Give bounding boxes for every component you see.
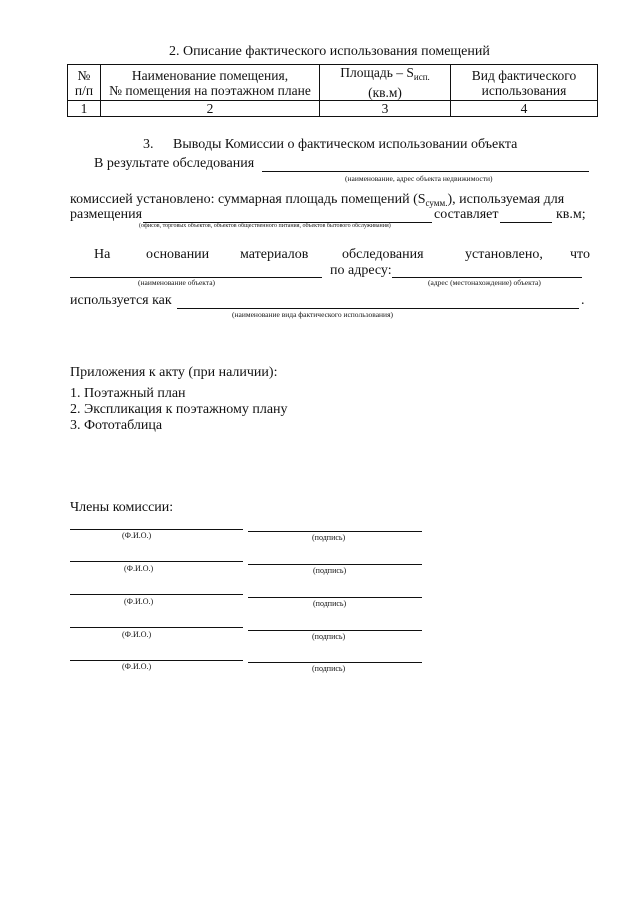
- table-cell: 4: [451, 101, 598, 117]
- member-fio-line[interactable]: [70, 660, 243, 661]
- table-cell: 1: [68, 101, 101, 117]
- member-sign-line[interactable]: [248, 662, 422, 663]
- member-fio-line[interactable]: [70, 627, 243, 628]
- address-label: по адресу:: [330, 263, 392, 278]
- member-sign-line[interactable]: [248, 531, 422, 532]
- header-number: [68, 65, 101, 101]
- member-fio-caption: (Ф.И.О.): [122, 662, 152, 671]
- object-caption: (наименование объекта): [138, 278, 216, 287]
- used-as-line[interactable]: [177, 308, 579, 309]
- member-fio-line[interactable]: [70, 529, 243, 530]
- header-area: [320, 65, 451, 101]
- member-sign-line[interactable]: [248, 597, 422, 598]
- address-caption: (адрес (местонахождение) объекта): [428, 278, 541, 287]
- established-text-sub: сумм.: [425, 198, 448, 208]
- table-number-row: [68, 101, 598, 117]
- established-text-main: комиссией установлено: суммарная площадь помещений (S: [70, 192, 426, 207]
- usage-table: [67, 64, 598, 117]
- header-usage-line2: использования: [481, 82, 567, 98]
- header-area-line2: (кв.м): [368, 85, 402, 100]
- member-fio-caption: (Ф.И.О.): [124, 597, 154, 606]
- member-sign-caption: (подпись): [312, 533, 346, 542]
- table-header-row: [68, 65, 598, 101]
- member-fio-line[interactable]: [70, 561, 243, 562]
- section-2-title: 2. Описание фактического использования помещений: [169, 44, 490, 59]
- member-sign-line[interactable]: [248, 564, 422, 565]
- member-sign-caption: (подпись): [312, 664, 346, 673]
- area-unit: кв.м;: [556, 207, 586, 222]
- established-text-end: ), используемая для: [447, 192, 565, 207]
- p4-word: материалов: [240, 247, 309, 262]
- header-area-prefix: Площадь – S: [340, 65, 414, 80]
- member-sign-caption: (подпись): [312, 632, 346, 641]
- header-area-sub: исп.: [413, 72, 430, 82]
- p4-word: основании: [146, 247, 210, 262]
- member-fio-caption: (Ф.И.О.): [124, 564, 154, 573]
- used-as-label: используется как: [70, 293, 172, 308]
- member-fio-caption: (Ф.И.О.): [122, 630, 152, 639]
- header-room-line1: Наименование помещения,: [131, 67, 289, 83]
- appendix-title: Приложения к акту (при наличии):: [70, 365, 278, 380]
- header-number-line2: п/п: [74, 82, 94, 98]
- p4-word: обследования: [342, 247, 424, 262]
- member-fio-caption: (Ф.И.О.): [122, 531, 152, 540]
- object-name-line[interactable]: [262, 171, 589, 172]
- header-usage-type: [451, 65, 598, 101]
- placement-label: размещения: [70, 207, 143, 222]
- object-name-caption: (наименование, адрес объекта недвижимости): [345, 174, 493, 183]
- placement-caption: (офисов, торговых объектов, объектов общественного питания, объектов бытового обслуживания): [139, 223, 391, 229]
- survey-result-label: В результате обследования: [94, 156, 255, 171]
- appendix-item: 3. Фототаблица: [70, 418, 163, 433]
- appendix-item: 2. Экспликация к поэтажному плану: [70, 402, 288, 417]
- section-3-title: Выводы Комиссии о фактическом использовании объекта: [173, 137, 518, 152]
- member-fio-line[interactable]: [70, 594, 243, 595]
- table-cell: 3: [320, 101, 451, 117]
- p4-word: На: [94, 247, 111, 262]
- established-text: [70, 192, 590, 208]
- p4-word: что: [570, 247, 590, 262]
- header-number-line1: №: [77, 67, 91, 83]
- amounts-label: составляет: [434, 207, 499, 222]
- commission-title: Члены комиссии:: [70, 500, 174, 515]
- p4-word: установлено,: [465, 247, 543, 262]
- used-as-caption: (наименование вида фактического использования): [232, 310, 394, 319]
- header-room-line2: № помещения на поэтажном плане: [109, 82, 311, 98]
- header-room-name: [101, 65, 320, 101]
- appendix-item: 1. Поэтажный план: [70, 386, 186, 401]
- header-usage-line1: Вид фактического: [471, 67, 577, 83]
- table-cell: 2: [101, 101, 320, 117]
- header-area-line1: [320, 65, 450, 85]
- area-value-line[interactable]: [500, 222, 552, 223]
- used-as-period: .: [581, 293, 585, 308]
- member-sign-line[interactable]: [248, 630, 422, 631]
- member-sign-caption: (подпись): [313, 566, 347, 575]
- member-sign-caption: (подпись): [313, 599, 347, 608]
- section-3-number: 3.: [143, 137, 154, 152]
